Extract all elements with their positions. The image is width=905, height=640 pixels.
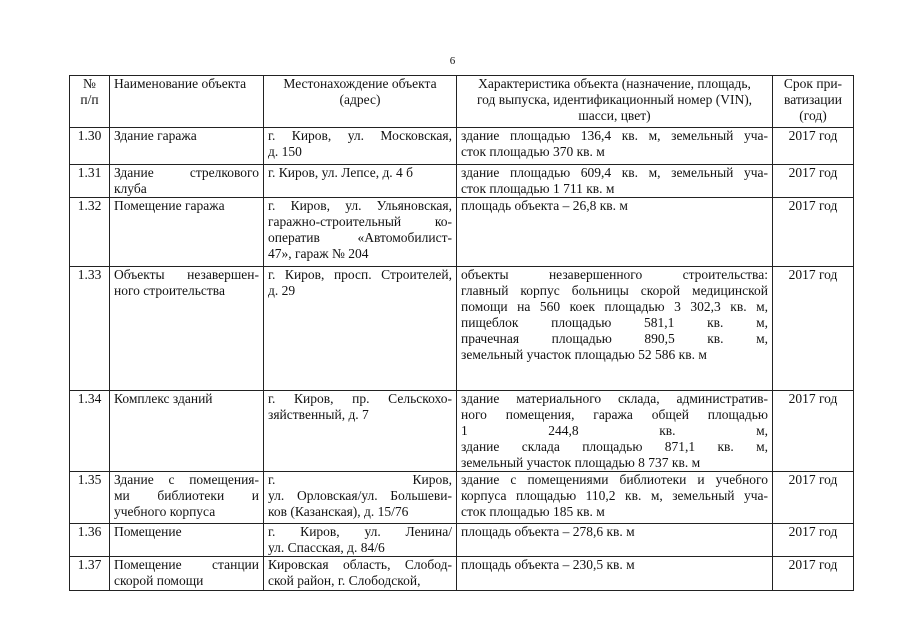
object-name-line: Здание стрелкового (114, 165, 259, 180)
table-row (70, 198, 854, 267)
object-name (110, 524, 264, 557)
table-row (70, 128, 854, 165)
table-row (70, 524, 854, 557)
row-number: 1.37 (70, 557, 110, 591)
object-address-line: г. Киров, ул. Московская, (268, 128, 452, 143)
object-name-line: Объекты незавершен- (114, 267, 259, 282)
object-description-line: здание материального склада, административ- (461, 391, 768, 406)
object-address-line: д. 29 (268, 283, 296, 298)
object-name (110, 198, 264, 267)
object-description-line: сток площадью 1 711 кв. м (461, 181, 615, 196)
object-address (264, 524, 457, 557)
object-description-line: 1 244,8 кв. м, (461, 423, 768, 438)
privatization-year: 2017 год (773, 198, 854, 267)
object-description (457, 198, 773, 267)
object-address-line: 47», гараж № 204 (268, 246, 369, 261)
object-name (110, 165, 264, 198)
row-number: 1.33 (70, 267, 110, 391)
privatization-year: 2017 год (773, 524, 854, 557)
object-description (457, 128, 773, 165)
object-address-line: зяйственный, д. 7 (268, 407, 369, 422)
header-num: № п/п (70, 76, 110, 128)
row-number: 1.32 (70, 198, 110, 267)
object-name-line: Помещение гаража (114, 198, 225, 213)
object-address-line: ской район, г. Слободской, (268, 573, 421, 588)
row-number: 1.30 (70, 128, 110, 165)
row-number: 1.36 (70, 524, 110, 557)
header-desc: Характеристика объекта (назначение, площадь, год выпуска, идентификационный номер (VIN), шасси, цвет) (457, 76, 773, 128)
table-row (70, 557, 854, 591)
privatization-year: 2017 год (773, 391, 854, 472)
object-address-line: г. Киров, ул. Лепсе, д. 4 б (268, 165, 414, 180)
object-address (264, 557, 457, 591)
object-address (264, 198, 457, 267)
object-description (457, 165, 773, 198)
object-name (110, 267, 264, 391)
object-description-line: здание площадью 136,4 кв. м, земельный уча- (461, 128, 768, 143)
object-name-line: Помещение (114, 524, 182, 539)
object-description-line: здание склада площадью 871,1 кв. м, (461, 439, 768, 454)
object-address-line: ул. Спасская, д. 84/6 (268, 540, 385, 555)
object-description (457, 472, 773, 524)
object-address-line: г. Киров, ул. Ульяновская, (268, 198, 452, 213)
object-address (264, 391, 457, 472)
object-name-line: Здание с помещения- (114, 472, 259, 487)
table-row (70, 267, 854, 391)
object-address-line: г. Киров, ул. Ленина/ (268, 524, 452, 539)
object-address-line: д. 150 (268, 144, 302, 159)
object-address (264, 128, 457, 165)
object-name-line: Помещение станции (114, 557, 259, 572)
object-name-line: клуба (114, 181, 147, 196)
privatization-year: 2017 год (773, 267, 854, 391)
object-description-line: площадь объекта – 26,8 кв. м (461, 198, 628, 213)
object-address-line: г. Киров, просп. Строителей, (268, 267, 452, 282)
object-description-line: здание с помещениями библиотеки и учебного (461, 472, 768, 487)
page-number: 6 (449, 55, 456, 67)
table-row (70, 391, 854, 472)
object-address (264, 472, 457, 524)
table-row (70, 472, 854, 524)
object-description-line: сток площадью 185 кв. м (461, 504, 605, 519)
object-description-line: корпуса площадью 110,2 кв. м, земельный уча- (461, 488, 768, 503)
object-address-line: Кировская область, Слобод- (268, 557, 452, 572)
object-description-line: ного помещения, гаража общей площадью (461, 407, 768, 422)
object-address-line: гаражно-строительный ко- (268, 214, 452, 229)
object-name-line: Здание гаража (114, 128, 197, 143)
table-row (70, 165, 854, 198)
header-year: Срок при- ватизации (год) (773, 76, 854, 128)
privatization-year: 2017 год (773, 128, 854, 165)
header-name: Наименование объекта (110, 76, 264, 128)
object-address-line: г. Киров, (268, 472, 452, 487)
object-description-line: объекты незавершенного строительства: (461, 267, 768, 282)
object-name-line: учебного корпуса (114, 504, 216, 519)
object-description-line: пищеблок площадью 581,1 кв. м, (461, 315, 768, 330)
row-number: 1.34 (70, 391, 110, 472)
object-name-line: ми библиотеки и (114, 488, 259, 503)
object-address (264, 165, 457, 198)
object-name-line: ного строительства (114, 283, 225, 298)
header-addr: Местонахождение объекта (адрес) (264, 76, 457, 128)
object-description-line: площадь объекта – 230,5 кв. м (461, 557, 635, 572)
object-description (457, 557, 773, 591)
object-address (264, 267, 457, 391)
object-description-line: главный корпус больницы скорой медицинской (461, 283, 768, 298)
object-description (457, 524, 773, 557)
row-number: 1.31 (70, 165, 110, 198)
object-description-line: сток площадью 370 кв. м (461, 144, 605, 159)
object-address-line: г. Киров, пр. Сельскохо- (268, 391, 452, 406)
object-name-line: Комплекс зданий (114, 391, 213, 406)
privatization-table (69, 75, 854, 591)
privatization-year: 2017 год (773, 165, 854, 198)
object-address-line: ул. Орловская/ул. Большеви- (268, 488, 452, 503)
object-address-line: оператив «Автомобилист- (268, 230, 452, 245)
object-description-line: земельный участок площадью 8 737 кв. м (461, 455, 701, 470)
object-address-line: ков (Казанская), д. 15/76 (268, 504, 409, 519)
object-name (110, 472, 264, 524)
row-number: 1.35 (70, 472, 110, 524)
object-description-line: земельный участок площадью 52 586 кв. м (461, 347, 707, 362)
object-description-line: прачечная площадью 890,5 кв. м, (461, 331, 768, 346)
object-name-line: скорой помощи (114, 573, 204, 588)
object-description-line: помощи на 560 коек площадью 3 302,3 кв. м, (461, 299, 768, 314)
object-name (110, 128, 264, 165)
object-description (457, 391, 773, 472)
table-header-row (70, 76, 854, 128)
object-description (457, 267, 773, 391)
privatization-year: 2017 год (773, 472, 854, 524)
object-description-line: здание площадью 609,4 кв. м, земельный уча- (461, 165, 768, 180)
privatization-year: 2017 год (773, 557, 854, 591)
object-description-line: площадь объекта – 278,6 кв. м (461, 524, 635, 539)
object-name (110, 557, 264, 591)
object-name (110, 391, 264, 472)
